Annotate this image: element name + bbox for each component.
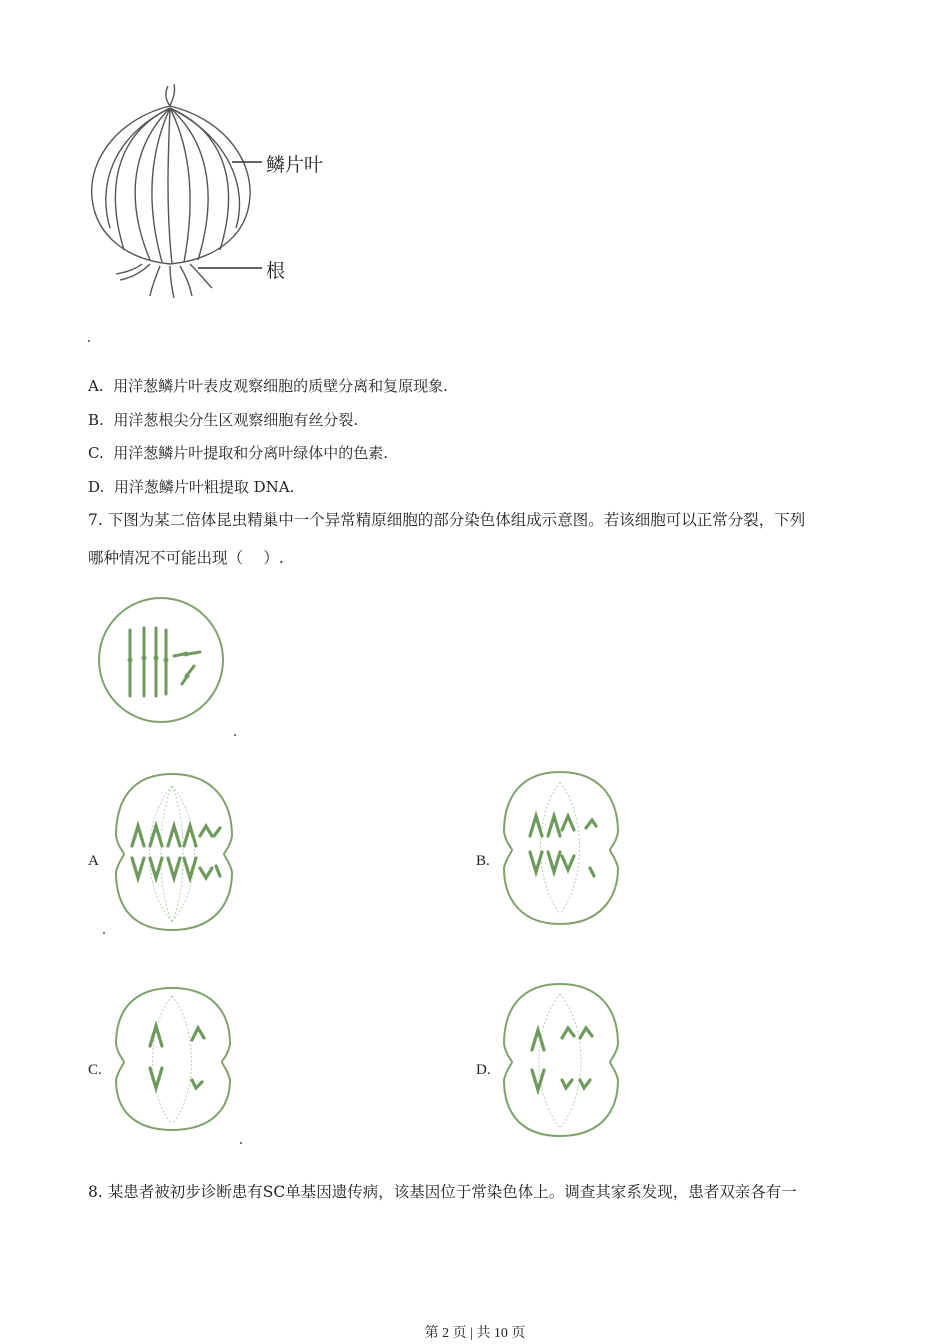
q7-option-a-label: A <box>88 853 99 869</box>
spermatogonium-figure <box>96 596 236 726</box>
onion-root-label: 根 <box>266 260 286 282</box>
q7-option-c-cell <box>112 984 242 1134</box>
onion-scale-label: 鳞片叶 <box>266 154 324 176</box>
q7-option-c-label: C. <box>88 1062 102 1078</box>
q6-option-c: C. 用洋葱鳞片叶提取和分离叶绿体中的色素. <box>88 444 389 462</box>
q7-option-d-cell <box>500 980 630 1140</box>
q7-option-a-cell <box>112 770 247 935</box>
q7-option-d-label: D. <box>476 1062 491 1078</box>
q7-stem-line2: 哪种情况不可能出现（ ）. <box>88 549 284 567</box>
stray-mark <box>234 734 236 736</box>
stray-mark <box>103 932 105 934</box>
q7-option-b-label: B. <box>476 853 490 869</box>
stray-mark <box>240 1142 242 1144</box>
q7-stem-line1: 7. 下图为某二倍体昆虫精巢中一个异常精原细胞的部分染色体组成示意图。若该细胞可以正常分裂，下列 <box>88 511 806 529</box>
onion-figure <box>80 78 350 303</box>
q6-option-d: D. 用洋葱鳞片叶粗提取 DNA. <box>88 478 295 496</box>
q8-stem-line1: 8. 某患者被初步诊断患有SC单基因遗传病，该基因位于常染色体上。调查其家系发现，患者双亲各有一 <box>88 1183 797 1201</box>
stray-mark <box>88 340 90 342</box>
q7-option-b-cell <box>500 768 630 926</box>
q6-option-b: B. 用洋葱根尖分生区观察细胞有丝分裂. <box>88 411 359 429</box>
q6-option-a: A. 用洋葱鳞片叶表皮观察细胞的质壁分离和复原现象. <box>88 377 448 395</box>
page-footer: 第 2 页 | 共 10 页 <box>424 1326 526 1341</box>
